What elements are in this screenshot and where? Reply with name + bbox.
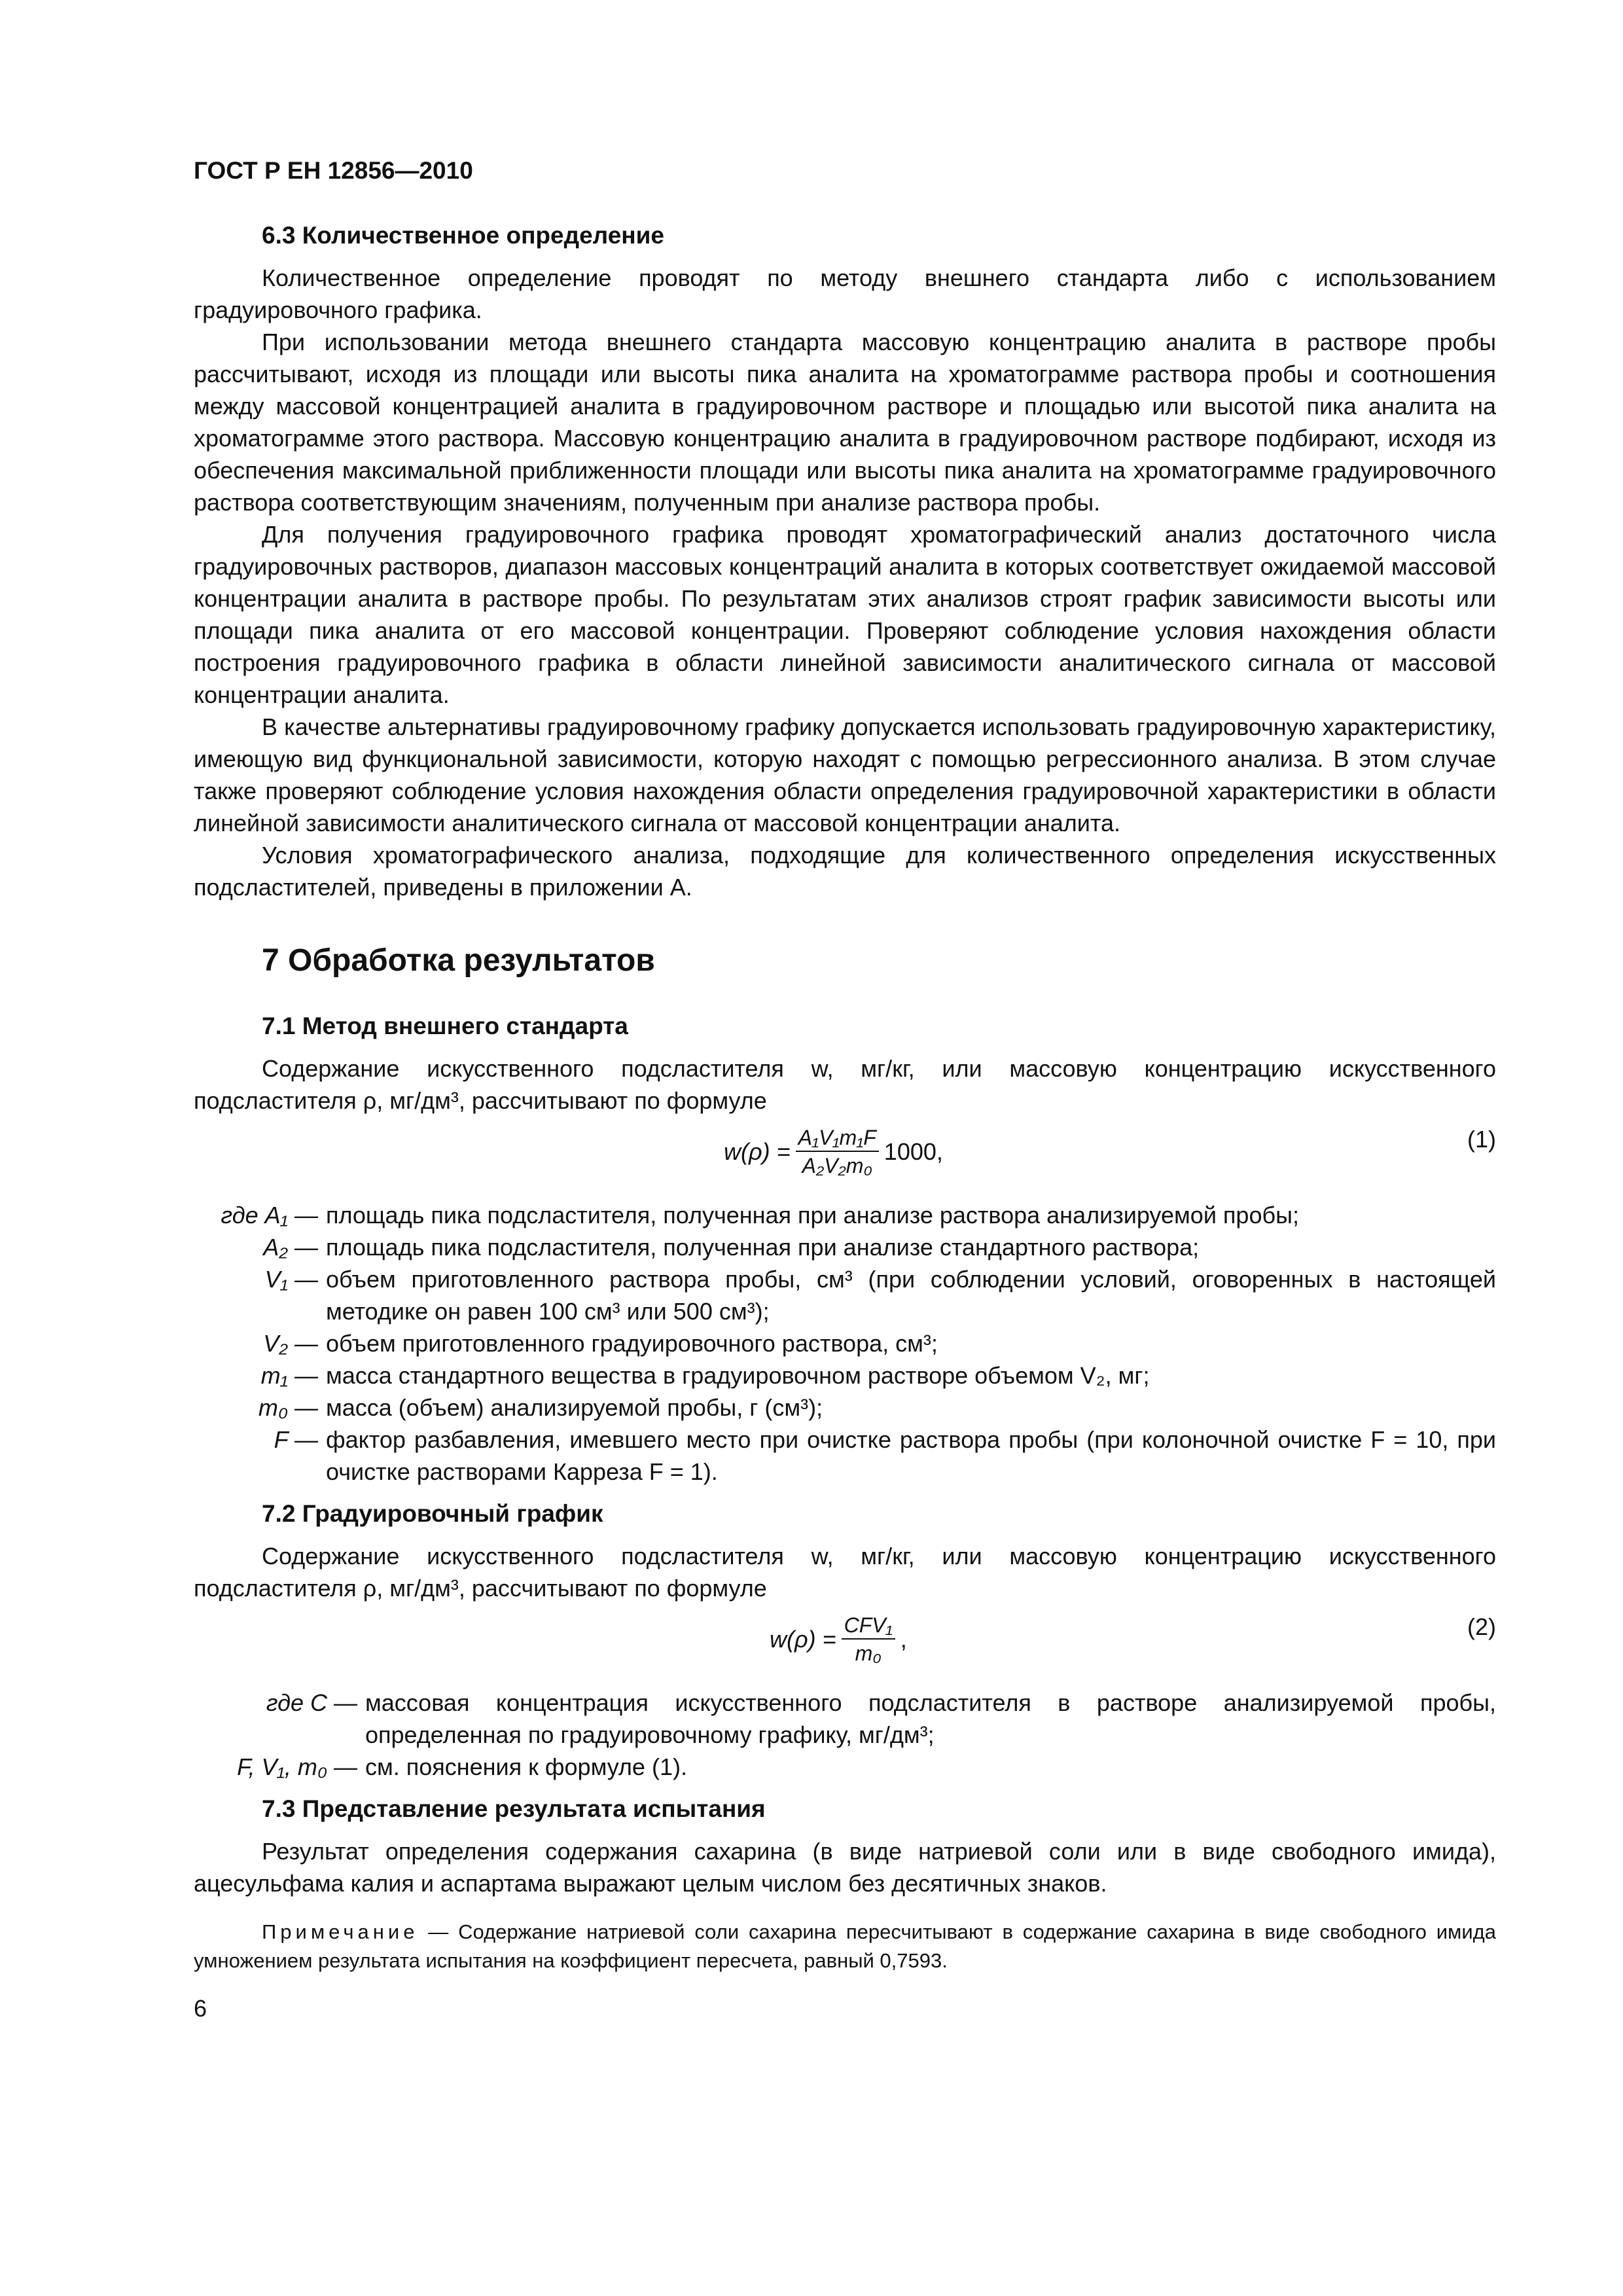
formula-number: (1) (1467, 1126, 1496, 1153)
formula-2 (194, 1607, 1496, 1672)
paragraph: Результат определения содержания сахарина (в виде натриевой соли или в виде свободного имида), ацесульфама калия и аспартама выражают целым числом без десятичных знаков. (194, 1838, 1496, 1897)
section-7-1-title: 7.1 Метод внешнего стандарта (262, 1013, 628, 1039)
definition-text: объем приготовленного раствора пробы, см³ (при соблюдении условий, оговоренных в настоящей методике он равен 100 см³ или 500 см³); (326, 1266, 1496, 1325)
definition-text: объем приготовленного градуировочного раствора, см³; (326, 1330, 938, 1357)
definition-symbol: F — (274, 1426, 318, 1453)
page-number: 6 (194, 1995, 207, 2022)
paragraph: Условия хроматографического анализа, подходящие для количественного определения искусственных подсластителей, приведены в приложении А. (194, 842, 1496, 901)
definition-text: площадь пика подсластителя, полученная при анализе раствора анализируемой пробы; (326, 1202, 1299, 1229)
fraction-numerator: A₁V₁m₁F (796, 1124, 879, 1152)
document-page (194, 157, 1496, 2022)
definition-row (194, 1231, 1496, 1263)
fraction (842, 1612, 895, 1667)
definition-row (194, 1687, 1496, 1751)
definition-row (194, 1424, 1496, 1488)
definition-symbol: где A₁ — (221, 1202, 318, 1229)
definition-row (194, 1263, 1496, 1327)
formula-1 (194, 1119, 1496, 1185)
definition-symbol: F, V₁, m₀ — (237, 1753, 357, 1780)
definition-row (194, 1199, 1496, 1231)
formula-1-definitions (194, 1199, 1496, 1488)
section-7-3-title: 7.3 Представление результата испытания (262, 1795, 766, 1822)
definition-row (194, 1327, 1496, 1359)
paragraph: Содержание искусственного подсластителя w, мг/кг, или массовую концентрацию искусственного подсластителя ρ, мг/дм³, рассчитывают по формуле (194, 1055, 1496, 1114)
formula-2-definitions (194, 1687, 1496, 1783)
definition-text: масса (объем) анализируемой пробы, г (см³); (326, 1394, 823, 1421)
paragraph: Для получения градуировочного графика проводят хроматографический анализ достаточного числа градуировочных растворов, диапазон массовых концентраций аналита в которых соответствует ожидаемой массовой концентрации аналита в растворе пробы. По результатам этих анализов строят график зависимости высоты или площади пика аналита от его массовой концентрации. Проверяют соблюдение условия нахождения области построения градуировочного графика в области линейной зависимости аналитического сигнала от массовой концентрации аналита. (194, 521, 1496, 708)
definition-symbol: A₂ — (263, 1234, 318, 1261)
fraction (796, 1124, 879, 1179)
formula-rhs: 1000, (883, 1138, 943, 1165)
definition-symbol: V₁ — (264, 1266, 318, 1293)
definition-symbol: m₀ — (258, 1394, 318, 1421)
paragraph: Количественное определение проводят по методу внешнего стандарта либо с использованием градуировочного графика. (194, 264, 1496, 323)
formula-lhs: w(ρ) = (770, 1626, 836, 1653)
formula-lhs: w(ρ) = (724, 1138, 791, 1165)
fraction-numerator: CFV₁ (842, 1612, 895, 1640)
definition-text: массовая концентрация искусственного подсластителя в растворе анализируемой пробы, определенная по градуировочному графику, мг/дм³; (365, 1689, 1496, 1748)
note-label: Примечание (262, 1920, 419, 1943)
definition-text: фактор разбавления, имевшего место при очистке раствора пробы (при колоночной очистке F = 10, при очистке растворами Карреза F = 1). (326, 1426, 1496, 1485)
definition-symbol: V₂ — (263, 1330, 318, 1357)
note (194, 1918, 1496, 1975)
section-7-2-title: 7.2 Градуировочный график (262, 1500, 603, 1527)
definition-text: площадь пика подсластителя, полученная при анализе стандартного раствора; (326, 1234, 1200, 1261)
section-6-3-title: 6.3 Количественное определение (262, 222, 664, 249)
fraction-denominator: m₀ (855, 1641, 882, 1665)
formula-rhs: , (900, 1626, 907, 1653)
paragraph: Содержание искусственного подсластителя w, мг/кг, или массовую концентрацию искусственного подсластителя ρ, мг/дм³, рассчитывают по формуле (194, 1543, 1496, 1602)
formula-number: (2) (1467, 1613, 1496, 1640)
paragraph: При использовании метода внешнего стандарта массовую концентрацию аналита в растворе пробы рассчитывают, исходя из площади или высоты пика аналита на хроматограмме раствора пробы и соотношения между массовой концентрацией аналита в градуировочном растворе и площадью или высотой пика аналита на хроматограмме этого раствора. Массовую концентрацию аналита в градуировочном растворе подбирают, исходя из обеспечения максимальной приближенности площади или высоты пика аналита на хроматограмме градуировочного раствора соответствующим значениям, полученным при анализе раствора пробы. (194, 329, 1496, 516)
paragraph: В качестве альтернативы градуировочному графику допускается использовать градуировочную характеристику, имеющую вид функциональной зависимости, которую находят с помощью регрессионного анализа. В этом случае также проверяют соблюдение условия нахождения области определения градуировочной характеристики в области линейной зависимости аналитического сигнала от массовой концентрации аналита. (194, 713, 1496, 836)
fraction-denominator: A₂V₂m₀ (802, 1154, 872, 1177)
document-header: ГОСТ Р ЕН 12856—2010 (194, 157, 473, 184)
note-text: — Содержание натриевой соли сахарина пересчитывают в содержание сахарина в виде свободного имида умножением результата испытания на коэффициент пересчета, равный 0,7593. (194, 1920, 1496, 1972)
definition-row (194, 1751, 1496, 1783)
definition-text: см. пояснения к формуле (1). (365, 1753, 687, 1780)
definition-row (194, 1359, 1496, 1391)
definition-text: масса стандартного вещества в градуировочном растворе объемом V₂, мг; (326, 1362, 1150, 1389)
definition-symbol: m₁ — (260, 1362, 318, 1389)
definition-symbol: где C — (266, 1689, 357, 1716)
section-7-title: 7 Обработка результатов (262, 943, 655, 978)
definition-row (194, 1391, 1496, 1424)
